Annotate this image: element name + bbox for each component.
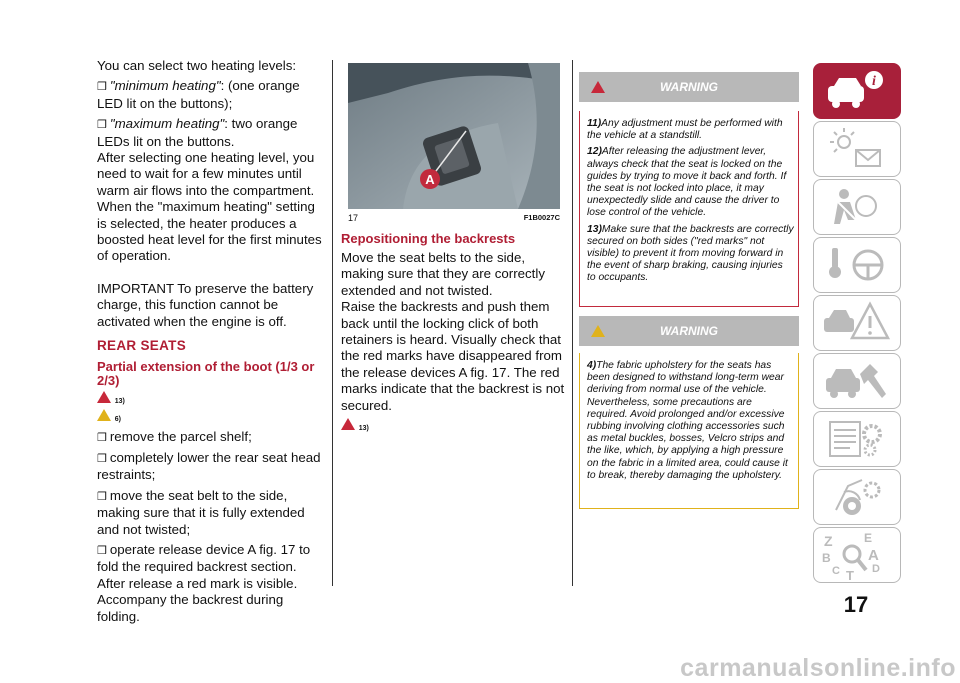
sidebar-tab-multimedia[interactable] bbox=[813, 469, 901, 525]
paragraph: Move the seat belts to the side, making sure that they are correctly extended and not twisted. bbox=[341, 250, 545, 298]
list-item: ❒ operate release device A fig. 17 to fold the required backrest section. After release a red mark is visible. bbox=[97, 541, 311, 591]
svg-text:T: T bbox=[846, 568, 854, 582]
safety-airbag-icon bbox=[814, 180, 900, 234]
index-icon bbox=[814, 528, 900, 582]
list-item: ❒ "maximum heating": two orange LEDs lit on the buttons. bbox=[97, 116, 298, 149]
important-note: IMPORTANT To preserve the battery charge, this function cannot be activated when the engine is off. bbox=[97, 280, 314, 329]
paragraph: Raise the backrests and push them back until the locking click of both retainers is heard. Visually check that the red marks have disappeared from the release devices A fig. 17. The red marks indicate that the backrest is not secured. bbox=[341, 299, 565, 413]
column-2 bbox=[341, 232, 566, 437]
checkbox-bullet-icon: ❒ bbox=[97, 544, 107, 557]
subsection-title: Repositioning the backrests bbox=[341, 231, 516, 246]
warning-triangle-icon bbox=[97, 391, 111, 403]
list-item: ❒ completely lower the rear seat head restraints; bbox=[97, 449, 321, 483]
caution-box bbox=[579, 316, 799, 509]
caution-item: 4)The fabric upholstery for the seats has been designed to withstand long-term wear deriving from normal use of the vehicle. Nevertheless, some precautions are required. Avoid prolonged and/or excessive rubbing involving clothing accessories such as metal buckles, bosses, Velcro strips and the like, which, by applying a high pressure on the fabric in a limited area, could cause it to break, thereby damaging the upholstery. bbox=[587, 360, 788, 481]
maintenance-icon bbox=[814, 354, 900, 408]
checkbox-bullet-icon: ❒ bbox=[97, 119, 107, 132]
svg-text:C: C bbox=[832, 565, 840, 577]
callout-label: A bbox=[425, 172, 435, 187]
column-divider bbox=[332, 60, 333, 586]
svg-text:i: i bbox=[872, 74, 876, 89]
warning-triangle-icon bbox=[591, 81, 605, 93]
watermark: carmanualsonline.info bbox=[680, 654, 956, 682]
checkbox-bullet-icon: ❒ bbox=[97, 452, 107, 465]
caution-triangle-icon bbox=[591, 325, 605, 337]
svg-text:Z: Z bbox=[824, 533, 833, 549]
checkbox-bullet-icon: ❒ bbox=[97, 431, 107, 444]
car-info-icon bbox=[814, 64, 900, 118]
caution-reference: 6) bbox=[97, 409, 327, 427]
column-divider bbox=[572, 60, 573, 586]
svg-text:A: A bbox=[868, 547, 879, 564]
paragraph: Accompany the backrest during folding. bbox=[97, 592, 284, 624]
warning-item: 11)Any adjustment must be performed with the vehicle at a standstill. bbox=[587, 118, 783, 142]
sidebar-tab-starting-driving[interactable] bbox=[813, 237, 901, 293]
figure-code: F1B0027C bbox=[523, 213, 560, 222]
paragraph: After selecting one heating level, you need to wait for a few minutes until warm air flows into the compartment. When the "maximum heating" setting is selected, the heater produces a boosted heat level for the first minutes of operation. bbox=[97, 150, 322, 264]
list-item: ❒ remove the parcel shelf; bbox=[97, 428, 252, 444]
checkbox-bullet-icon: ❒ bbox=[97, 81, 107, 94]
caution-triangle-icon bbox=[97, 409, 111, 421]
warning-body bbox=[579, 111, 799, 307]
list-item: ❒ move the seat belt to the side, making sure that it is fully extended and not twisted; bbox=[97, 487, 305, 537]
sidebar-tab-lights-messages[interactable] bbox=[813, 121, 901, 177]
sidebar-tab-maintenance[interactable] bbox=[813, 353, 901, 409]
section-title: REAR SEATS bbox=[97, 338, 187, 354]
subsection-title: Partial extension of the boot (1/3 or 2/3) bbox=[97, 358, 315, 388]
svg-text:B: B bbox=[822, 551, 831, 565]
figure-photo bbox=[348, 63, 560, 209]
multimedia-icon bbox=[814, 470, 900, 524]
sidebar-tab-safety[interactable] bbox=[813, 179, 901, 235]
svg-text:D: D bbox=[872, 563, 880, 575]
warning-triangle-icon bbox=[341, 418, 355, 430]
warning-reference: 13) bbox=[97, 391, 327, 409]
figure-caption bbox=[348, 213, 560, 223]
sidebar-tab-technical-data[interactable] bbox=[813, 411, 901, 467]
svg-text:E: E bbox=[864, 531, 873, 545]
warning-box bbox=[579, 72, 799, 307]
sidebar-tab-emergency[interactable] bbox=[813, 295, 901, 351]
technical-data-icon bbox=[814, 412, 900, 466]
caution-header: WARNING bbox=[579, 316, 799, 346]
seat-release-photo bbox=[348, 63, 560, 209]
intro-text: You can select two heating levels: bbox=[97, 58, 297, 73]
warning-item: 12)After releasing the adjustment lever, always check that the seat is locked on the guides by trying to move it back and forth. If the seat is not locked into place, it may unexpectedly slide and cause the driver to lose control of the vehicle. bbox=[587, 146, 787, 219]
sidebar-tab-index[interactable] bbox=[813, 527, 901, 583]
warning-item: 13)Make sure that the backrests are correctly secured on both sides ("red marks" not visible) to prevent it from moving forward in the event of sharp braking, causing injuries to occupants. bbox=[587, 223, 794, 284]
lights-message-icon bbox=[814, 122, 900, 176]
emergency-icon bbox=[814, 296, 900, 350]
checkbox-bullet-icon: ❒ bbox=[97, 490, 107, 503]
page-number: 17 bbox=[843, 592, 869, 617]
sidebar-tab-car-info[interactable] bbox=[813, 63, 901, 119]
starting-driving-icon bbox=[814, 238, 900, 292]
column-1 bbox=[97, 58, 327, 625]
warning-reference: 13) bbox=[341, 418, 566, 437]
caution-body bbox=[579, 353, 799, 509]
warning-header: WARNING bbox=[579, 72, 799, 102]
figure-number: 17 bbox=[348, 213, 359, 223]
list-item: ❒ "minimum heating": (one orange LED lit on the buttons); bbox=[97, 78, 300, 111]
